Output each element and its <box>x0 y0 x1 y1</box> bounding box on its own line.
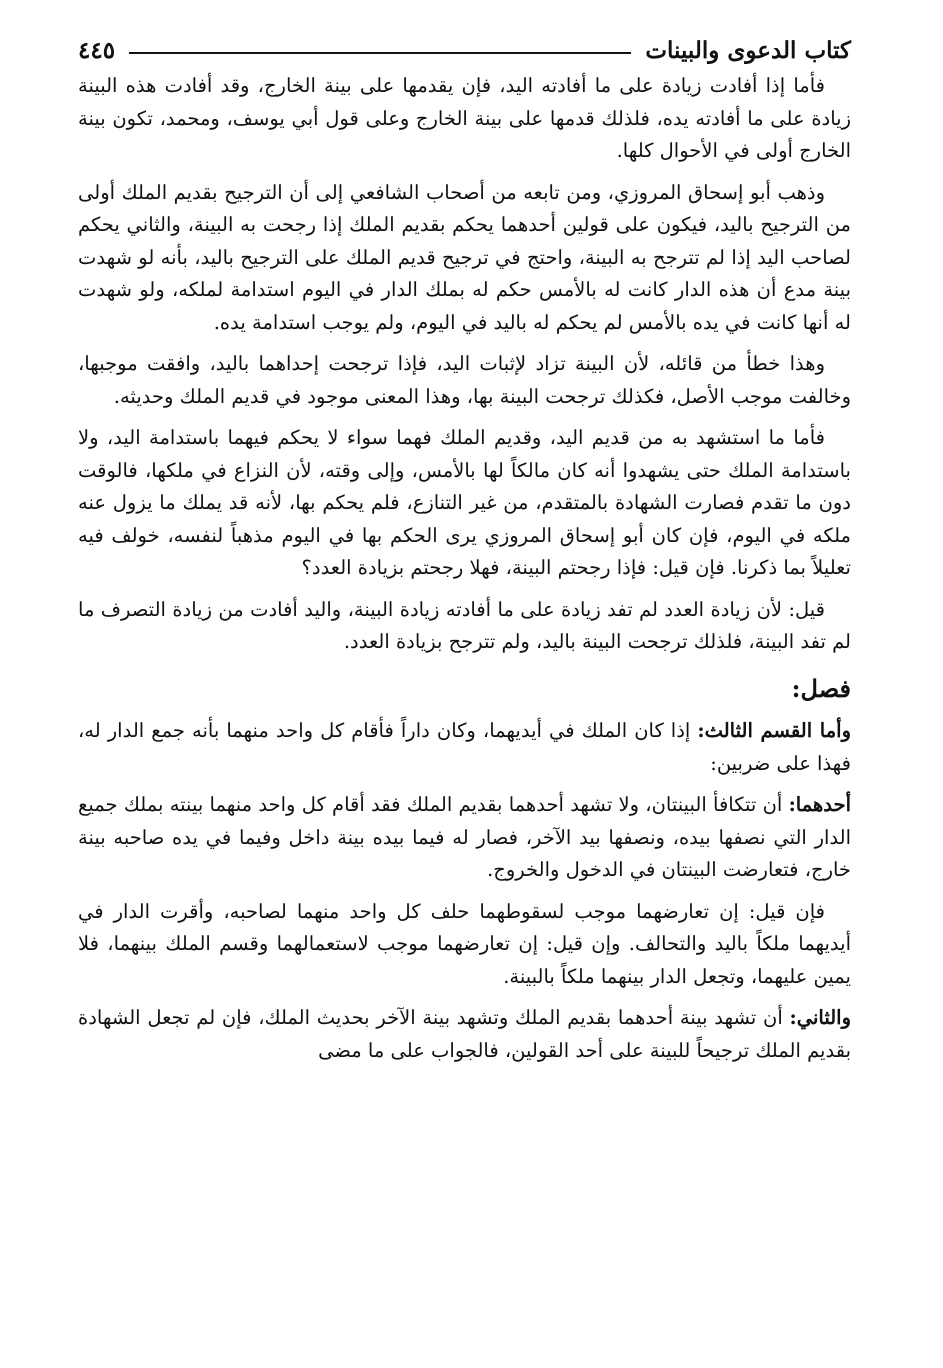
header-rule <box>129 52 631 54</box>
page-header <box>78 30 851 70</box>
paragraph-lead: وأما القسم الثالث: <box>697 719 851 742</box>
book-page <box>78 30 851 1368</box>
section-heading: فصل: <box>791 673 851 703</box>
paragraph-lead: أحدهما: <box>788 793 851 816</box>
paragraph: فأما إذا أفادت زيادة على ما أفادته اليد، فإن يقدمها على بينة الخارج، وقد أفادت هذه البينة زيادة على ما أفادته يده، فلذلك قدمها على بينة الخارج وعلى قول أبي يوسف، ومحمد، تكون بينة الخارج أولى في الأحوال كلها. <box>78 74 851 162</box>
section-paragraph <box>78 1002 851 1067</box>
body-text <box>78 70 851 1067</box>
paragraph-text: فإن قيل: إن تعارضهما موجب لسقوطهما حلف كل واحد منهما لصاحبه، وأقرت الدار في أيديهما ملكاً باليد والتحالف. وإن قيل: إن تعارضهما موجب لاستعمالهما وقسم الملك بينهما، فلا يمين عليهما، وتجعل الدار بينهما ملكاً بالبينة. <box>78 899 851 988</box>
paragraph: وهذا خطأ من قائله، لأن البينة تزاد لإثبات اليد، فإذا ترجحت إحداهما باليد، وافقت موجبها، وخالفت موجب الأصل، فكذلك ترجحت البينة بها، وهذا المعنى موجود في قديم الملك وحديثه. <box>78 352 851 408</box>
paragraph: وذهب أبو إسحاق المروزي، ومن تابعه من أصحاب الشافعي إلى أن الترجيح بقديم الملك أولى من الترجيح باليد، فيكون على قولين أحدهما يحكم بقديم الملك إذا رجحت به البينة، والثاني يحكم لصاحب اليد إذا لم تترجح به البينة، واحتج في ترجيح قديم الملك على الترجيح باليد، بأنه لو شهدت بينة مدع أن هذه الدار كانت له بالأمس حكم له بملك الدار في اليوم استدامة لملكه، ولو شهدت له أنها كانت في يده بالأمس لم يحكم له باليد في اليوم، ولم يوجب استدامة يده. <box>78 180 851 334</box>
paragraph-lead: والثاني: <box>789 1006 851 1029</box>
section-paragraph <box>78 789 851 887</box>
paragraph: قيل: لأن زيادة العدد لم تفد زيادة على ما أفادته زيادة البينة، واليد أفادت من زيادة التصرف ما لم تفد البينة، فلذلك ترجحت البينة باليد، ولم تترجح بزيادة العدد. <box>78 597 851 653</box>
paragraph-text: إذا كان الملك في أيديهما، وكان داراً فأقام كل واحد منهما بأنه جمع الدار له، فهذا على ضربين: <box>78 719 851 775</box>
running-title: كتاب الدعوى والبينات <box>645 36 851 64</box>
paragraph: فأما ما استشهد به من قديم اليد، وقديم الملك فهما سواء لا يحكم فيهما باستدامة اليد، ولا باستدامة الملك حتى يشهدوا أنه كان مالكاً لها بالأمس، وإلى وقته، لأن النزاع في ملكها، فالوقت دون ما تقدم فصارت الشهادة بالمتقدم، من غير التنازع، فلم يحكم بها، لأنه قد يملك ما يزول عنه ملكه في اليوم، فإن كان أبو إسحاق المروزي يرى الحكم بها في اليوم مذهباً لنفسه، خولف فيه تعليلاً بما ذكرنا. فإن قيل: فإذا رجحتم البينة، فهلا رجحتم بزيادة العدد؟ <box>78 426 851 579</box>
paragraph-text: أن تشهد بينة أحدهما بقديم الملك وتشهد بينة الآخر بحديث الملك، فإن لم تجعل الشهادة بقديم الملك ترجيحاً للبينة على أحد القولين، فالجواب على ما مضى <box>78 1006 851 1062</box>
paragraph-text: أن تتكافأ البينتان، ولا تشهد أحدهما بقديم الملك فقد أقام كل واحد منهما بينته بملك جميع الدار التي نصفها بيده، ونصفها بيد الآخر، فصار له فيما بيده بينة داخل وفيما في يده صاحبه بينة خارج، فتعارضت البينتان في الدخول والخروج. <box>78 793 851 881</box>
section-paragraph <box>78 896 851 994</box>
section-paragraph <box>78 715 851 780</box>
page-number: ٤٤٥ <box>78 36 116 64</box>
